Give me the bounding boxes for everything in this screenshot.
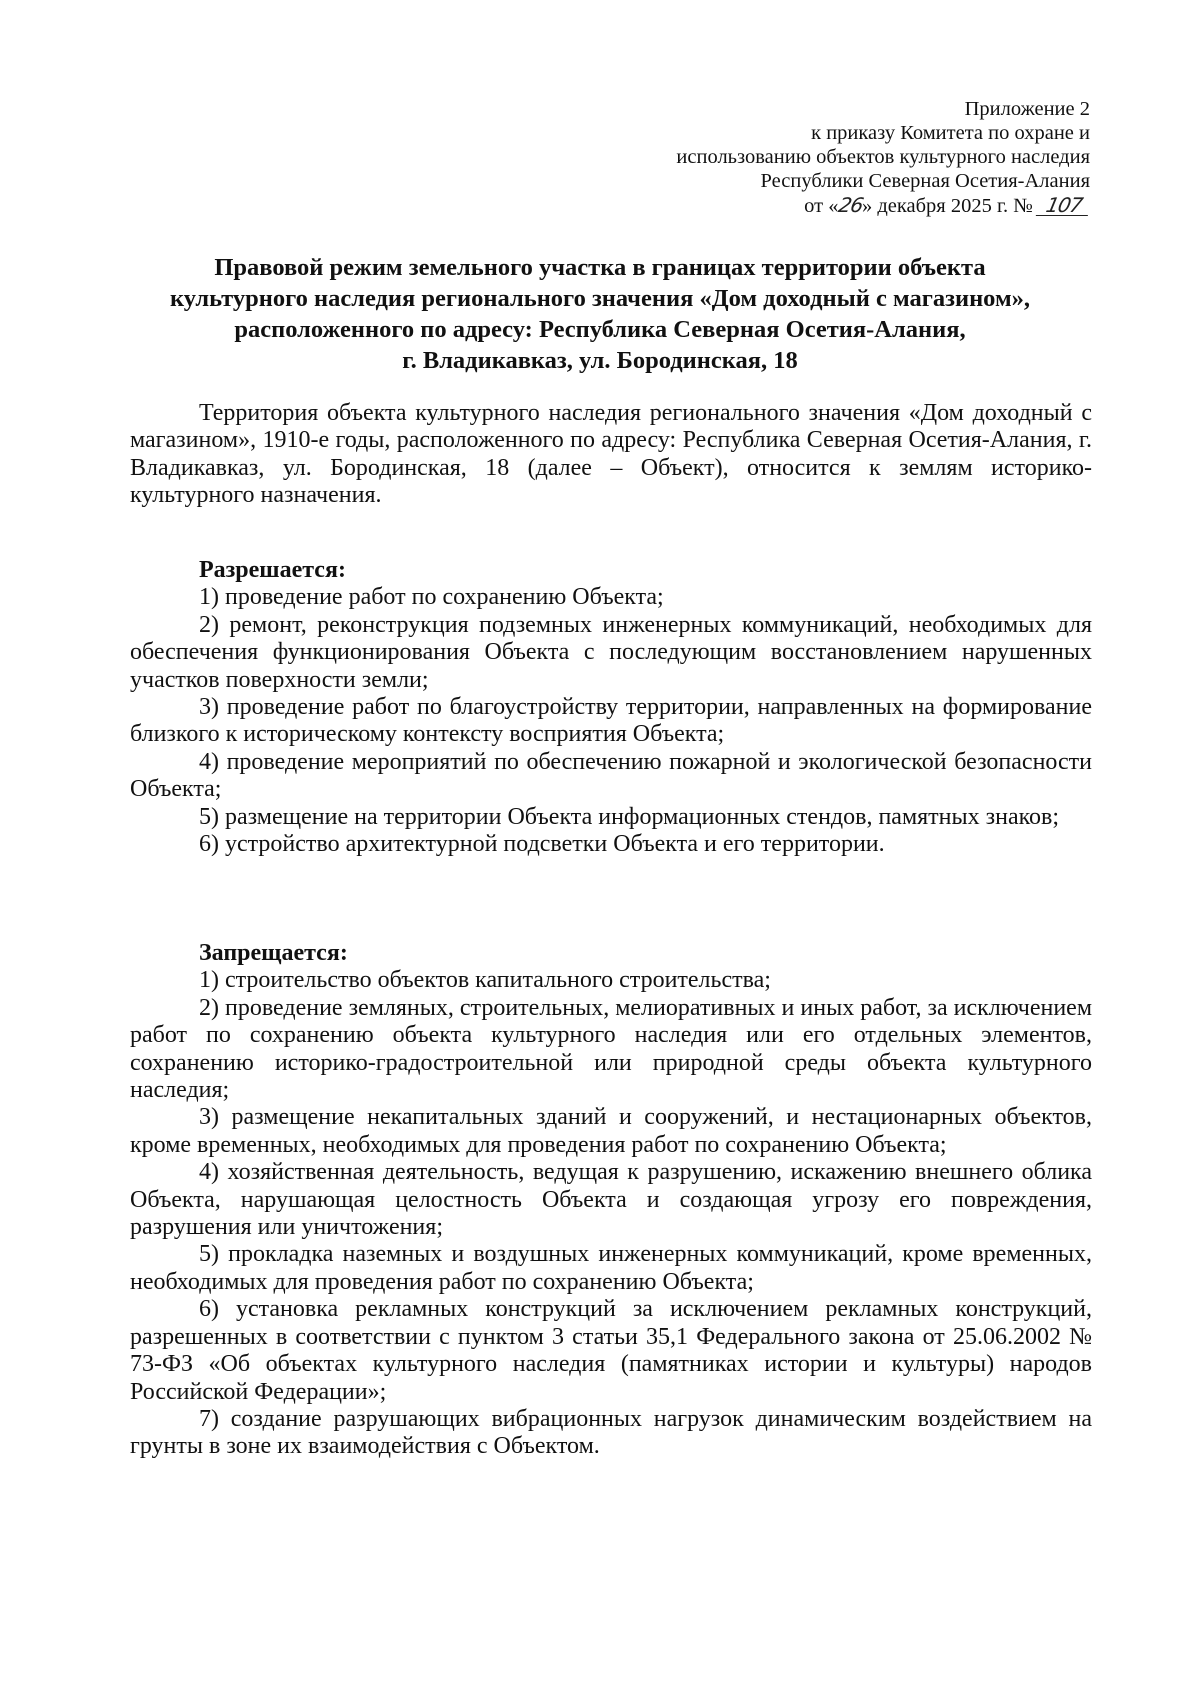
allowed-item: 4) проведение мероприятий по обеспечению пожарной и экологической безопасности Объекта; bbox=[130, 748, 1092, 803]
allowed-section bbox=[130, 557, 1092, 858]
date-suffix: » декабря 2025 г. № bbox=[861, 195, 1033, 217]
handwritten-day: 26 bbox=[835, 193, 865, 217]
document-title bbox=[100, 252, 1100, 376]
allowed-heading: Разрешается: bbox=[199, 557, 346, 583]
appendix-header bbox=[560, 97, 1090, 218]
appendix-date-line bbox=[560, 193, 1090, 218]
title-line-2: культурного наследия регионального значения «Дом доходный с магазином», bbox=[169, 285, 1031, 312]
forbidden-item: 3) размещение некапитальных зданий и сооружений, и нестационарных объектов, кроме временных, необходимых для проведения работ по сохранению Объекта; bbox=[130, 1104, 1092, 1158]
title-line-4: г. Владикавказ, ул. Бородинская, 18 bbox=[402, 347, 798, 374]
forbidden-item: 6) установка рекламных конструкций за исключением рекламных конструкций, разрешенных в соответствии с пунктом 3 статьи 35,1 Федерального закона от 25.06.2002 № 73-ФЗ «Об объектах культурного наследия (памятниках истории и культуры) народов Российской Федерации»; bbox=[130, 1296, 1092, 1405]
forbidden-item: 4) хозяйственная деятельность, ведущая к разрушению, искажению внешнего облика Объекта, нарушающая целостность Объекта и создающая угрозу его повреждения, разрушения или уничтожения; bbox=[130, 1159, 1092, 1241]
forbidden-item: 2) проведение земляных, строительных, мелиоративных и иных работ, за исключением работ по сохранению объекта культурного наследия или его отдельных элементов, сохранению историко-градостроительной или природной среды объекта культурного наследия; bbox=[130, 994, 1092, 1104]
forbidden-item: 5) прокладка наземных и воздушных инженерных коммуникаций, кроме временных, необходимых для проведения работ по сохранению Объекта; bbox=[130, 1241, 1092, 1295]
title-line-3: расположенного по адресу: Республика Северная Осетия-Алания, bbox=[234, 316, 966, 343]
forbidden-section bbox=[130, 940, 1092, 1461]
allowed-item: 6) устройство архитектурной подсветки Объекта и его территории. bbox=[199, 831, 885, 858]
appendix-order-ref: к приказу Комитета по охране и bbox=[811, 122, 1090, 144]
forbidden-item: 7) создание разрушающих вибрационных нагрузок динамическим воздействием на грунты в зоне их взаимодействия с Объектом. bbox=[130, 1405, 1092, 1460]
intro-section bbox=[130, 400, 1092, 510]
forbidden-item: 1) строительство объектов капитального строительства; bbox=[199, 967, 771, 994]
title-line-1: Правовой режим земельного участка в границах территории объекта bbox=[214, 254, 986, 281]
appendix-committee: использованию объектов культурного наследия bbox=[676, 146, 1090, 168]
allowed-item: 3) проведение работ по благоустройству территории, направленных на формирование близкого к историческому контексту восприятия Объекта; bbox=[130, 694, 1092, 748]
appendix-republic: Республики Северная Осетия-Алания bbox=[760, 170, 1090, 192]
handwritten-order-number: 107 bbox=[1036, 195, 1092, 216]
allowed-item: 2) ремонт, реконструкция подземных инженерных коммуникаций, необходимых для обеспечения функционирования Объекта с последующим восстановлением нарушенных участков поверхности земли; bbox=[130, 611, 1092, 693]
intro-paragraph: Территория объекта культурного наследия регионального значения «Дом доходный с магазином», 1910-е годы, расположенного по адресу: Республика Северная Осетия-Алания, г. Владикавказ, ул. Бородинская, 18 (далее – Объект), относится к землям историко-культурного назначения. bbox=[130, 400, 1092, 509]
date-prefix: от « bbox=[804, 195, 839, 217]
forbidden-heading: Запрещается: bbox=[199, 940, 348, 966]
allowed-item: 1) проведение работ по сохранению Объекта; bbox=[199, 584, 664, 611]
appendix-number: Приложение 2 bbox=[964, 98, 1090, 120]
allowed-item: 5) размещение на территории Объекта информационных стендов, памятных знаков; bbox=[199, 803, 1060, 830]
